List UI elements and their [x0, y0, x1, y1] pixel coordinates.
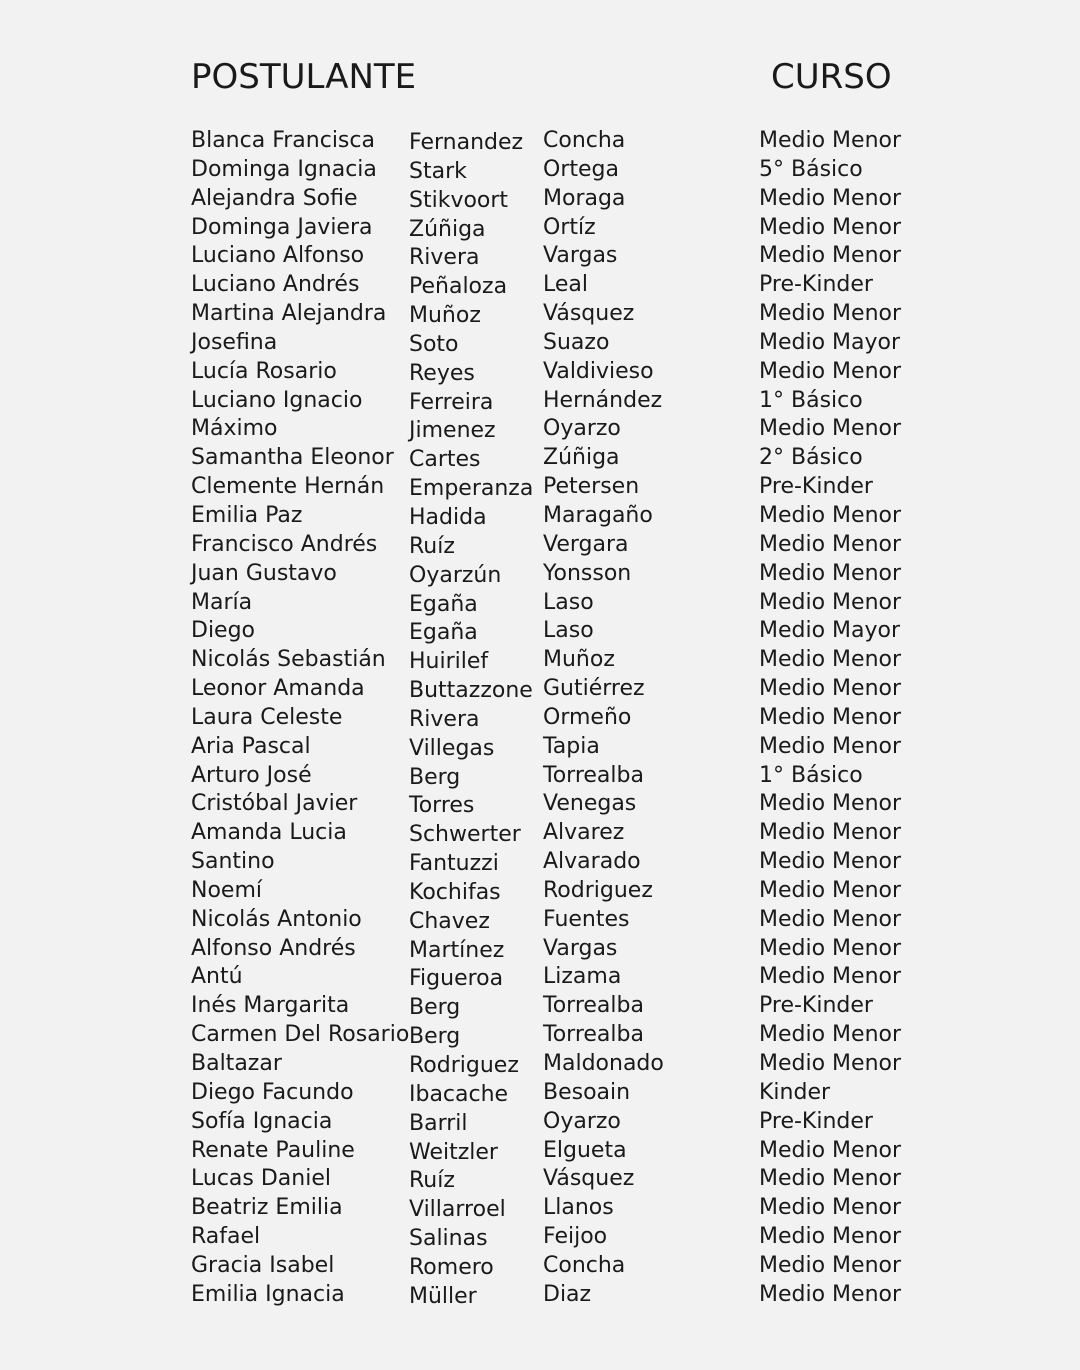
curso-cell: Medio Menor [759, 906, 902, 932]
paternal-surname-cell: Berg [409, 995, 461, 1021]
maternal-surname-cell: Torrealba [543, 762, 644, 788]
paternal-surname-cell: Rivera [409, 706, 480, 732]
table-row [0, 1108, 1080, 1137]
maternal-surname-cell: Rodriguez [543, 877, 653, 903]
curso-cell: Medio Menor [759, 733, 902, 759]
table-row [0, 1165, 1080, 1194]
first-name-cell: Francisco Andrés [191, 531, 378, 557]
paternal-surname-cell: Berg [409, 1024, 461, 1050]
curso-cell: Medio Menor [759, 935, 902, 961]
maternal-surname-cell: Tapia [543, 733, 600, 759]
paternal-surname-cell: Stark [409, 158, 467, 184]
first-name-cell: Antú [191, 964, 243, 990]
paternal-surname-cell: Fernandez [409, 130, 524, 155]
table-row [0, 531, 1080, 560]
maternal-surname-cell: Yonsson [543, 560, 632, 586]
table-row [0, 300, 1080, 329]
paternal-surname-cell: Jimenez [409, 418, 496, 444]
maternal-surname-cell: Ortíz [543, 214, 596, 240]
table-row [0, 444, 1080, 473]
curso-cell: Medio Menor [759, 589, 902, 615]
maternal-surname-cell: Vargas [543, 243, 618, 269]
applicant-list [0, 127, 1080, 1310]
curso-cell: Pre-Kinder [759, 993, 873, 1019]
maternal-surname-cell: Concha [543, 128, 626, 153]
first-name-cell: Alfonso Andrés [191, 935, 356, 961]
paternal-surname-cell: Chavez [409, 908, 490, 934]
first-name-cell: Clemente Hernán [191, 474, 385, 500]
maternal-surname-cell: Concha [543, 1252, 626, 1278]
curso-cell: Medio Menor [759, 185, 902, 211]
first-name-cell: Luciano Andrés [191, 272, 360, 298]
curso-cell: Medio Menor [759, 676, 902, 702]
maternal-surname-cell: Vásquez [543, 301, 635, 327]
curso-cell: Medio Menor [759, 560, 902, 586]
curso-cell: Medio Menor [759, 647, 902, 673]
table-row [0, 127, 1080, 156]
maternal-surname-cell: Oyarzo [543, 416, 621, 442]
paternal-surname-cell: Schwerter [409, 822, 521, 848]
table-row [0, 156, 1080, 185]
maternal-surname-cell: Moraga [543, 185, 626, 211]
table-row [0, 1281, 1080, 1310]
maternal-surname-cell: Ortega [543, 156, 619, 182]
maternal-surname-cell: Hernández [543, 387, 663, 413]
paternal-surname-cell: Huirilef [409, 649, 489, 675]
first-name-cell: Carmen Del Rosario [191, 1022, 410, 1048]
first-name-cell: Renate Pauline [191, 1137, 355, 1163]
curso-cell: Pre-Kinder [759, 1108, 873, 1134]
paternal-surname-cell: Villegas [409, 735, 495, 761]
first-name-cell: Sofía Ignacia [191, 1108, 333, 1134]
curso-cell: Medio Menor [759, 1137, 902, 1163]
first-name-cell: Beatriz Emilia [191, 1195, 343, 1221]
table-row [0, 214, 1080, 243]
maternal-surname-cell: Besoain [543, 1079, 631, 1105]
maternal-surname-cell: Elgueta [543, 1137, 627, 1163]
table-row [0, 271, 1080, 300]
paternal-surname-cell: Soto [409, 331, 459, 357]
table-row [0, 819, 1080, 848]
maternal-surname-cell: Muñoz [543, 647, 615, 673]
maternal-surname-cell: Feijoo [543, 1224, 608, 1250]
curso-cell: Medio Menor [759, 358, 902, 384]
first-name-cell: Nicolás Antonio [191, 906, 362, 932]
table-row [0, 675, 1080, 704]
maternal-surname-cell: Venegas [543, 791, 637, 817]
curso-cell: Medio Menor [759, 1281, 902, 1307]
curso-cell: Medio Menor [759, 820, 902, 846]
curso-cell: Medio Mayor [759, 329, 901, 355]
header-curso: CURSO [771, 57, 892, 97]
paternal-surname-cell: Ferreira [409, 389, 494, 415]
curso-cell: Medio Menor [759, 1022, 902, 1048]
table-header [0, 55, 1080, 99]
paternal-surname-cell: Weitzler [409, 1139, 498, 1165]
curso-cell: 1° Básico [759, 762, 863, 788]
maternal-surname-cell: Vargas [543, 935, 618, 961]
maternal-surname-cell: Maldonado [543, 1051, 664, 1076]
paternal-surname-cell: Torres [409, 793, 475, 819]
first-name-cell: Rafael [191, 1224, 261, 1250]
first-name-cell: Leonor Amanda [191, 676, 365, 702]
table-row [0, 1252, 1080, 1281]
table-row [0, 242, 1080, 271]
maternal-surname-cell: Petersen [543, 474, 640, 500]
table-row [0, 473, 1080, 502]
first-name-cell: Amanda Lucia [191, 820, 347, 846]
first-name-cell: Samantha Eleonor [191, 445, 394, 471]
paternal-surname-cell: Stikvoort [409, 187, 509, 213]
first-name-cell: María [191, 589, 253, 615]
first-name-cell: Lucas Daniel [191, 1166, 331, 1192]
paternal-surname-cell: Oyarzún [409, 562, 502, 588]
maternal-surname-cell: Ormeño [543, 704, 632, 730]
maternal-surname-cell: Vásquez [543, 1166, 635, 1192]
header-postulante: POSTULANTE [191, 57, 417, 97]
table-row [0, 185, 1080, 214]
maternal-surname-cell: Diaz [543, 1281, 592, 1307]
first-name-cell: Luciano Ignacio [191, 387, 363, 413]
maternal-surname-cell: Alvarez [543, 820, 625, 846]
first-name-cell: Blanca Francisca [191, 128, 375, 153]
table-row [0, 906, 1080, 935]
table-row [0, 1223, 1080, 1252]
table-row [0, 387, 1080, 416]
paternal-surname-cell: Fantuzzi [409, 851, 499, 877]
paternal-surname-cell: Villarroel [409, 1197, 506, 1223]
paternal-surname-cell: Kochifas [409, 879, 501, 905]
first-name-cell: Martina Alejandra [191, 301, 387, 327]
maternal-surname-cell: Torrealba [543, 993, 644, 1019]
first-name-cell: Luciano Alfonso [191, 243, 365, 269]
table-row [0, 790, 1080, 819]
maternal-surname-cell: Leal [543, 272, 588, 298]
first-name-cell: Baltazar [191, 1051, 282, 1076]
curso-cell: 5° Básico [759, 156, 863, 182]
table-row [0, 502, 1080, 531]
paternal-surname-cell: Rodriguez [409, 1053, 519, 1078]
first-name-cell: Diego [191, 618, 256, 644]
maternal-surname-cell: Llanos [543, 1195, 614, 1221]
curso-cell: Medio Menor [759, 791, 902, 817]
table-row [0, 704, 1080, 733]
table-row [0, 1050, 1080, 1079]
first-name-cell: Máximo [191, 416, 278, 442]
paternal-surname-cell: Ruíz [409, 533, 455, 559]
paternal-surname-cell: Egaña [409, 591, 478, 617]
curso-cell: Medio Menor [759, 849, 902, 875]
maternal-surname-cell: Torrealba [543, 1022, 644, 1048]
maternal-surname-cell: Fuentes [543, 906, 630, 932]
maternal-surname-cell: Lizama [543, 964, 622, 990]
paternal-surname-cell: Barril [409, 1110, 468, 1136]
curso-cell: Medio Menor [759, 877, 902, 903]
maternal-surname-cell: Laso [543, 618, 594, 644]
table-row [0, 358, 1080, 387]
table-row [0, 617, 1080, 646]
table-row [0, 762, 1080, 791]
paternal-surname-cell: Egaña [409, 620, 478, 646]
curso-cell: Medio Menor [759, 214, 902, 240]
table-row [0, 848, 1080, 877]
paternal-surname-cell: Buttazzone [409, 678, 533, 704]
first-name-cell: Aria Pascal [191, 733, 311, 759]
first-name-cell: Arturo José [191, 762, 312, 788]
paternal-surname-cell: Ibacache [409, 1081, 509, 1107]
paternal-surname-cell: Zúñiga [409, 216, 486, 242]
curso-cell: Medio Menor [759, 128, 902, 153]
paternal-surname-cell: Salinas [409, 1226, 488, 1252]
curso-cell: Medio Menor [759, 1051, 902, 1076]
paternal-surname-cell: Ruíz [409, 1168, 455, 1194]
curso-cell: Medio Menor [759, 531, 902, 557]
curso-cell: Medio Menor [759, 1166, 902, 1192]
maternal-surname-cell: Maragaño [543, 502, 653, 528]
curso-cell: Medio Menor [759, 502, 902, 528]
curso-cell: Pre-Kinder [759, 474, 873, 500]
paternal-surname-cell: Cartes [409, 447, 481, 473]
table-row [0, 1079, 1080, 1108]
curso-cell: Kinder [759, 1079, 831, 1105]
curso-cell: 1° Básico [759, 387, 863, 413]
table-row [0, 733, 1080, 762]
first-name-cell: Nicolás Sebastián [191, 647, 386, 673]
maternal-surname-cell: Valdivieso [543, 358, 654, 384]
first-name-cell: Lucía Rosario [191, 358, 337, 384]
paternal-surname-cell: Müller [409, 1283, 477, 1309]
curso-cell: Medio Menor [759, 1224, 902, 1250]
first-name-cell: Emilia Paz [191, 502, 303, 528]
paternal-surname-cell: Reyes [409, 360, 475, 386]
first-name-cell: Alejandra Sofie [191, 185, 358, 211]
first-name-cell: Inés Margarita [191, 993, 350, 1019]
paternal-surname-cell: Muñoz [409, 303, 481, 329]
first-name-cell: Cristóbal Javier [191, 791, 358, 817]
curso-cell: Medio Menor [759, 964, 902, 990]
paternal-surname-cell: Emperanza [409, 476, 534, 502]
curso-cell: Pre-Kinder [759, 272, 873, 298]
table-row [0, 589, 1080, 618]
paternal-surname-cell: Figueroa [409, 966, 504, 992]
table-row [0, 329, 1080, 358]
paternal-surname-cell: Rivera [409, 245, 480, 271]
table-row [0, 1137, 1080, 1166]
first-name-cell: Juan Gustavo [191, 560, 337, 586]
first-name-cell: Santino [191, 849, 275, 875]
table-row [0, 646, 1080, 675]
maternal-surname-cell: Vergara [543, 531, 629, 557]
table-row [0, 963, 1080, 992]
table-row [0, 935, 1080, 964]
curso-cell: Medio Menor [759, 301, 902, 327]
maternal-surname-cell: Laso [543, 589, 594, 615]
curso-cell: Medio Menor [759, 243, 902, 269]
first-name-cell: Dominga Ignacia [191, 156, 377, 182]
table-row [0, 877, 1080, 906]
maternal-surname-cell: Gutiérrez [543, 676, 645, 702]
first-name-cell: Emilia Ignacia [191, 1281, 345, 1307]
first-name-cell: Josefina [191, 329, 278, 355]
first-name-cell: Gracia Isabel [191, 1252, 335, 1278]
maternal-surname-cell: Suazo [543, 329, 610, 355]
table-row [0, 415, 1080, 444]
curso-cell: Medio Menor [759, 1252, 902, 1278]
curso-cell: Medio Mayor [759, 618, 901, 644]
maternal-surname-cell: Alvarado [543, 849, 641, 875]
maternal-surname-cell: Zúñiga [543, 445, 620, 471]
table-row [0, 1021, 1080, 1050]
paternal-surname-cell: Hadida [409, 504, 487, 530]
first-name-cell: Noemí [191, 877, 262, 903]
curso-cell: Medio Menor [759, 416, 902, 442]
curso-cell: Medio Menor [759, 1195, 902, 1221]
paternal-surname-cell: Martínez [409, 937, 505, 963]
curso-cell: 2° Básico [759, 445, 863, 471]
first-name-cell: Laura Celeste [191, 704, 343, 730]
table-row [0, 1194, 1080, 1223]
first-name-cell: Dominga Javiera [191, 214, 373, 240]
paternal-surname-cell: Berg [409, 764, 461, 790]
maternal-surname-cell: Oyarzo [543, 1108, 621, 1134]
table-row [0, 992, 1080, 1021]
paternal-surname-cell: Romero [409, 1254, 494, 1280]
curso-cell: Medio Menor [759, 704, 902, 730]
paternal-surname-cell: Peñaloza [409, 274, 508, 300]
first-name-cell: Diego Facundo [191, 1079, 354, 1105]
table-row [0, 560, 1080, 589]
